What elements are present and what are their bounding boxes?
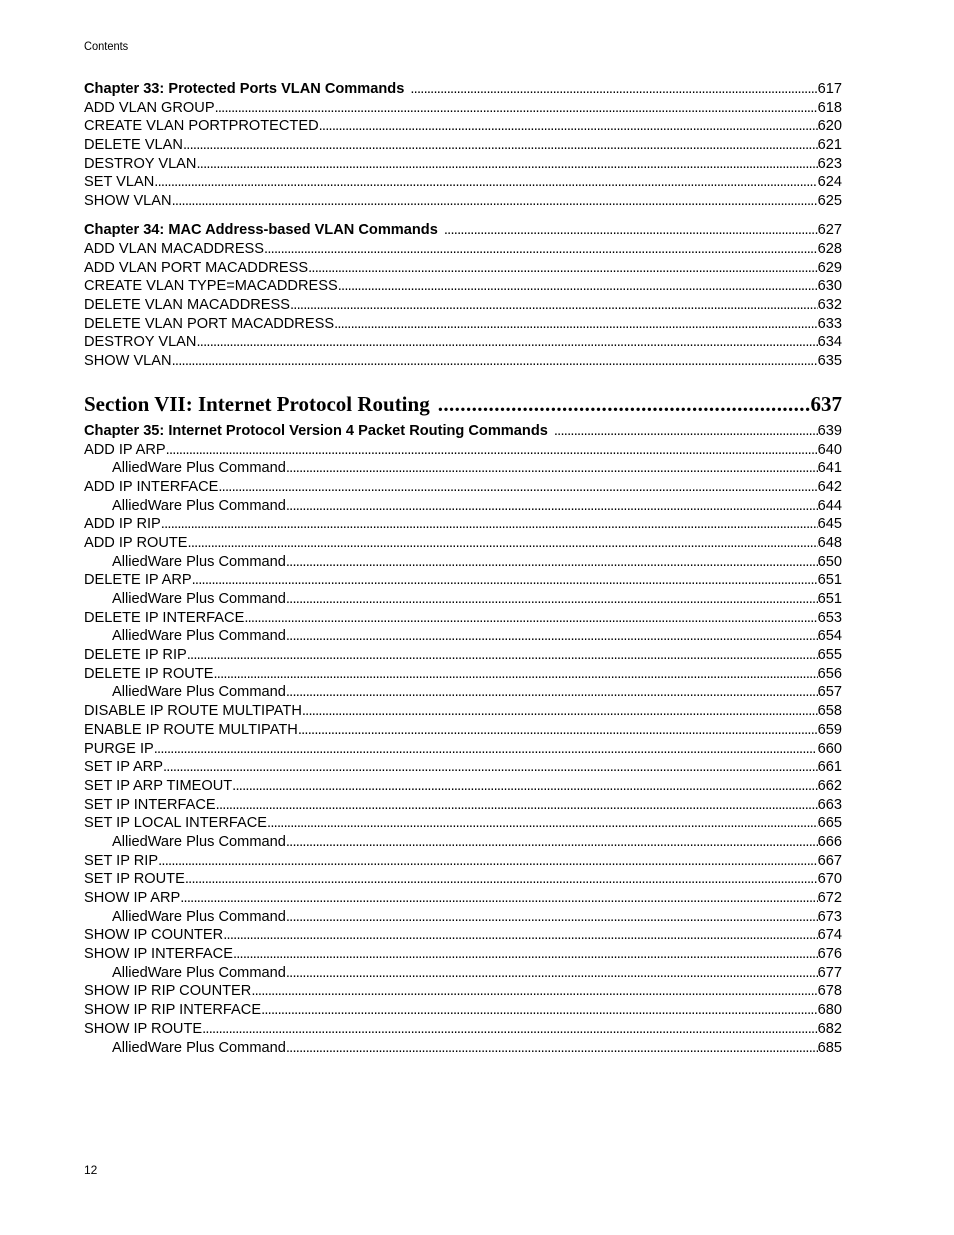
toc-entry-title: SET IP ARP: [84, 759, 163, 776]
dot-leader: [161, 515, 818, 534]
toc-page-number: 666: [817, 833, 842, 850]
dot-leader: [192, 571, 818, 590]
toc-page-number: 618: [817, 99, 842, 116]
toc-section-7[interactable]: [84, 389, 842, 419]
toc-entry[interactable]: [84, 796, 842, 815]
dot-leader: [166, 441, 818, 460]
toc-page-number: 672: [817, 890, 842, 906]
chapter-spacer: [84, 211, 842, 222]
toc-page-number: 654: [817, 628, 842, 645]
dot-leader: [213, 665, 817, 684]
toc-entry[interactable]: [84, 702, 842, 721]
dot-leader: [286, 497, 818, 516]
dot-leader: [338, 277, 818, 296]
toc-page-number: 639: [817, 422, 842, 439]
toc-entry-title: AlliedWare Plus Command: [112, 684, 286, 701]
toc-page-number: 625: [817, 193, 842, 210]
toc-entry[interactable]: [84, 665, 842, 684]
toc-subentry[interactable]: [84, 908, 842, 927]
toc-page-number: 617: [817, 81, 842, 97]
toc-entry-title: SET IP ROUTE: [84, 871, 185, 888]
toc-entry[interactable]: [84, 240, 842, 259]
dot-leader: [187, 646, 818, 665]
toc-subentry[interactable]: [84, 590, 842, 609]
toc-entry[interactable]: [84, 192, 842, 211]
dot-leader: [223, 926, 817, 945]
toc-page-number: 680: [817, 1002, 842, 1019]
toc-entry-title: SHOW IP RIP INTERFACE: [84, 1002, 262, 1019]
toc-entry-title: SHOW VLAN: [84, 353, 172, 370]
toc-page-number: 674: [817, 927, 842, 944]
toc-entry-title: DELETE VLAN: [84, 137, 183, 154]
toc-entry-title: SHOW VLAN: [84, 193, 172, 210]
toc-page-number: 634: [817, 334, 842, 351]
toc-entry[interactable]: [84, 1020, 842, 1039]
toc-page-number: 632: [817, 297, 842, 314]
toc-entry-title: SHOW IP COUNTER: [84, 927, 224, 944]
toc-entry[interactable]: [84, 571, 842, 590]
toc-entry[interactable]: [84, 515, 842, 534]
dot-leader: [286, 908, 818, 927]
dot-leader: [438, 221, 818, 240]
toc-subentry[interactable]: [84, 553, 842, 572]
dot-leader: [319, 117, 818, 136]
toc-entry-title: SHOW IP ROUTE: [84, 1020, 203, 1037]
toc-entry-title: ADD IP ROUTE: [84, 534, 188, 551]
toc-page-number: 660: [817, 740, 842, 757]
dot-leader: [286, 459, 818, 478]
toc-entry-title: AlliedWare Plus Command: [112, 553, 286, 570]
dot-leader: [286, 590, 818, 609]
toc-subentry[interactable]: [84, 833, 842, 852]
toc-chapter-33[interactable]: [84, 80, 842, 99]
toc-entry-title: ADD VLAN GROUP: [84, 99, 215, 116]
dot-leader: [286, 627, 818, 646]
toc-entry-title: DISABLE IP ROUTE MULTIPATH: [84, 703, 302, 720]
toc-entry[interactable]: [84, 333, 842, 352]
toc-page-number: 677: [817, 964, 842, 981]
dot-leader: [188, 534, 818, 553]
running-head: Contents: [84, 39, 129, 53]
toc-entry[interactable]: [84, 534, 842, 553]
dot-leader: [172, 192, 818, 211]
dot-leader: [267, 814, 818, 833]
toc-entry[interactable]: [84, 1001, 842, 1020]
dot-leader: [185, 870, 818, 889]
toc-entry[interactable]: [84, 870, 842, 889]
toc-page-number: 648: [817, 534, 842, 551]
toc-entry-title: AlliedWare Plus Command: [112, 591, 286, 607]
page-number: 12: [84, 1163, 98, 1177]
toc-entry[interactable]: [84, 609, 842, 628]
toc-entry-title: DELETE IP ROUTE: [84, 665, 214, 682]
toc-page-number: 670: [817, 871, 842, 888]
toc-page-number: 628: [817, 241, 842, 257]
dot-leader: [308, 259, 818, 278]
toc-entry-title: SHOW IP RIP COUNTER: [84, 983, 252, 1000]
toc-page-number: 650: [817, 553, 842, 570]
dot-leader: [180, 889, 817, 908]
dot-leader: [286, 1039, 818, 1058]
toc-page-number: 641: [817, 460, 842, 477]
toc-entry-title: SET IP RIP: [84, 852, 159, 869]
toc-entry[interactable]: [84, 646, 842, 665]
toc-page-number: 667: [817, 852, 842, 869]
toc-subentry[interactable]: [84, 683, 842, 702]
toc-page-number: 661: [817, 759, 842, 776]
toc-entry-title: CREATE VLAN TYPE=MACADDRESS: [84, 278, 338, 295]
dot-leader: [286, 964, 818, 983]
toc-entry-title: AlliedWare Plus Command: [112, 497, 286, 514]
toc-page-number: 655: [817, 647, 842, 664]
toc-entry-title: DELETE IP RIP: [84, 647, 187, 664]
toc-entry-title: ADD VLAN PORT MACADDRESS: [84, 259, 309, 276]
dot-leader: [261, 1001, 818, 1020]
toc-entry[interactable]: [84, 441, 842, 460]
toc-entry[interactable]: [84, 259, 842, 278]
toc-page-number: 624: [817, 174, 842, 191]
toc-entry-title: AlliedWare Plus Command: [112, 833, 286, 850]
toc-entry-title: CREATE VLAN PORTPROTECTED: [84, 118, 319, 135]
toc-page-number: 659: [817, 721, 842, 738]
toc-page-number: 623: [817, 155, 842, 172]
toc-page-number: 637: [810, 391, 842, 416]
toc-chapter-34[interactable]: [84, 221, 842, 240]
toc-page-number: 653: [817, 609, 842, 626]
toc-page-number: 657: [817, 684, 842, 701]
toc-page-number: 635: [817, 353, 842, 370]
toc-page-number: 676: [817, 946, 842, 963]
toc-entry-title: AlliedWare Plus Command: [112, 460, 286, 477]
dot-leader: [233, 945, 818, 964]
toc-page-number: 665: [817, 815, 842, 832]
toc-page-number: 658: [817, 703, 842, 720]
dot-leader: [286, 553, 818, 572]
toc-page-number: 621: [817, 137, 842, 154]
toc-entry-title: AlliedWare Plus Command: [112, 628, 286, 645]
toc-entry-title: ADD IP INTERFACE: [84, 478, 219, 495]
dot-leader: [196, 333, 817, 352]
toc-entry-title: Chapter 33: Protected Ports VLAN Commands: [84, 81, 405, 97]
toc-page-number: 644: [817, 497, 842, 514]
toc-entry[interactable]: [84, 758, 842, 777]
toc-entry[interactable]: [84, 99, 842, 118]
dot-leader: [216, 796, 818, 815]
toc-page-number: 678: [817, 983, 842, 1000]
toc-entry-title: DELETE VLAN MACADDRESS: [84, 297, 290, 314]
dot-leader: [215, 99, 818, 118]
toc-page-number: 627: [817, 222, 842, 239]
toc-chapter-35[interactable]: [84, 422, 842, 441]
toc-page-number: 633: [817, 315, 842, 332]
toc-entry-title: AlliedWare Plus Command: [112, 908, 286, 925]
toc-page-number: 620: [817, 118, 842, 135]
toc-entry[interactable]: [84, 945, 842, 964]
toc-entry[interactable]: [84, 315, 842, 334]
dot-leader: [334, 315, 818, 334]
toc-entry[interactable]: [84, 478, 842, 497]
toc-page-number: 630: [817, 278, 842, 295]
toc-entry-title: Chapter 35: Internet Protocol Version 4 Packet Routing Commands: [84, 422, 548, 439]
toc-entry-title: SET IP LOCAL INTERFACE: [84, 815, 268, 832]
toc-entry[interactable]: [84, 721, 842, 740]
toc-page-number: 663: [817, 796, 842, 813]
toc-page-number: 640: [817, 441, 842, 458]
dot-leader: [158, 852, 818, 871]
toc-entry[interactable]: [84, 117, 842, 136]
toc-page-number: 662: [817, 777, 842, 794]
toc-entry[interactable]: [84, 852, 842, 871]
toc-entry[interactable]: [84, 136, 842, 155]
dot-leader: [154, 740, 818, 759]
toc-entry[interactable]: [84, 740, 842, 759]
toc-entry-title: AlliedWare Plus Command: [112, 964, 286, 981]
toc-entry[interactable]: [84, 296, 842, 315]
toc-entry-title: ADD IP ARP: [84, 441, 166, 458]
dot-leader: [286, 683, 818, 702]
dot-leader: [404, 80, 817, 99]
toc-entry-title: ADD VLAN MACADDRESS: [84, 241, 265, 257]
toc-entry-title: Chapter 34: MAC Address-based VLAN Commands: [84, 222, 438, 239]
toc-page-number: 651: [817, 591, 842, 607]
dot-leader: [244, 609, 817, 628]
toc-subentry[interactable]: [84, 497, 842, 516]
toc-subentry[interactable]: [84, 964, 842, 983]
toc-entry-title: DELETE IP INTERFACE: [84, 609, 245, 626]
toc-entry-title: ENABLE IP ROUTE MULTIPATH: [84, 721, 298, 738]
dot-leader: [251, 982, 817, 1001]
toc-entry[interactable]: [84, 352, 842, 371]
toc-entry-title: DELETE IP ARP: [84, 572, 192, 589]
dot-leader: [183, 136, 818, 155]
toc-page-number: 642: [817, 478, 842, 495]
dot-leader: [286, 833, 818, 852]
toc-entry[interactable]: [84, 777, 842, 796]
table-of-contents: [84, 80, 842, 1057]
toc-entry-title: DESTROY VLAN: [84, 155, 197, 172]
toc-entry-title: SET VLAN: [84, 174, 155, 191]
toc-entry[interactable]: [84, 277, 842, 296]
toc-page-number: 673: [817, 908, 842, 925]
dot-leader: [298, 721, 818, 740]
dot-leader: [264, 240, 818, 259]
toc-section-title: Section VII: Internet Protocol Routing: [84, 391, 430, 416]
dot-leader: [163, 758, 818, 777]
toc-entry[interactable]: [84, 173, 842, 192]
dot-leader: [218, 478, 817, 497]
toc-entry-title: SHOW IP ARP: [84, 890, 181, 906]
toc-entry-title: DESTROY VLAN: [84, 334, 197, 351]
toc-subentry[interactable]: [84, 627, 842, 646]
dot-leader: [202, 1020, 818, 1039]
dot-leader: [172, 352, 818, 371]
toc-subentry[interactable]: [84, 1039, 842, 1058]
toc-entry-title: PURGE IP: [84, 740, 154, 757]
toc-page-number: 685: [817, 1039, 842, 1056]
toc-entry-title: SET IP ARP TIMEOUT: [84, 777, 233, 794]
dot-leader: [548, 422, 818, 441]
toc-entry-title: SET IP INTERFACE: [84, 796, 216, 813]
toc-entry-title: SHOW IP INTERFACE: [84, 946, 233, 963]
toc-entry-title: AlliedWare Plus Command: [112, 1039, 286, 1056]
toc-page-number: 629: [817, 259, 842, 276]
dot-leader: [196, 155, 817, 174]
toc-entry-title: DELETE VLAN PORT MACADDRESS: [84, 315, 335, 332]
toc-entry[interactable]: [84, 982, 842, 1001]
toc-entry-title: ADD IP RIP: [84, 516, 161, 533]
dot-leader: [154, 173, 817, 192]
dot-leader: [302, 702, 818, 721]
toc-page-number: 645: [817, 516, 842, 533]
toc-page-number: 656: [817, 665, 842, 682]
toc-subentry[interactable]: [84, 459, 842, 478]
toc-entry[interactable]: [84, 926, 842, 945]
toc-entry[interactable]: [84, 814, 842, 833]
toc-page-number: 651: [817, 572, 842, 589]
toc-entry[interactable]: [84, 155, 842, 174]
toc-entry[interactable]: [84, 889, 842, 908]
dot-leader: [232, 777, 817, 796]
dot-leader: [430, 389, 811, 419]
dot-leader: [290, 296, 818, 315]
toc-page-number: 682: [817, 1020, 842, 1037]
